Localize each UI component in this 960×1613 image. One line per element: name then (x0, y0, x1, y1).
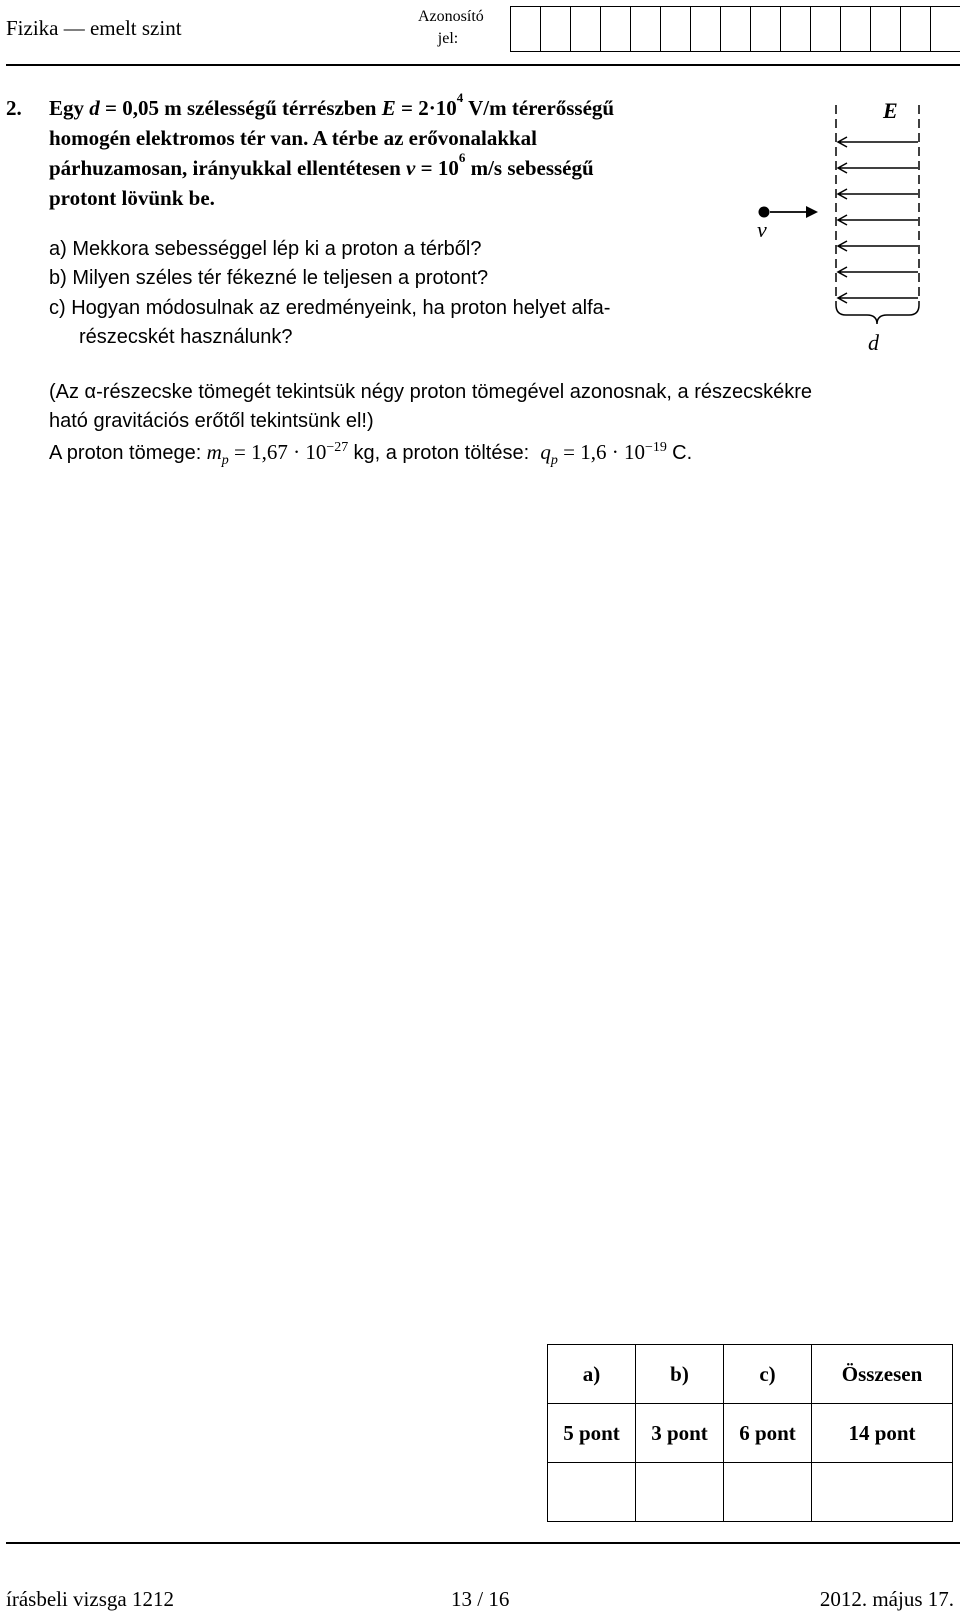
velocity-label: v (757, 217, 767, 242)
proton-dot (759, 207, 770, 218)
score-earned-cell[interactable] (636, 1463, 724, 1522)
constants-line: A proton tömege: $m_p = 1,67 \cdot 10^{-27}$ kg, a proton töltése: $q_p = 1,6 \cdot 10^{-19}$ C. (49, 440, 693, 469)
part-c-line1: c) Hogyan módosulnak az eredményeink, ha proton helyet alfa- (49, 297, 611, 319)
id-label: Azonosító jel: (418, 8, 484, 47)
score-header-row (548, 1345, 953, 1404)
id-cell[interactable] (901, 7, 931, 51)
score-header-cell: Összesen (812, 1345, 953, 1404)
header-rule (6, 64, 960, 66)
part-c-line2: részecskét használunk? (79, 326, 293, 348)
field-label: E (883, 98, 898, 123)
score-points-cell: 6 pont (724, 1404, 812, 1463)
subject-header: Fizika — emelt szint (6, 16, 182, 40)
mass-value: = 1,67 · 10 (234, 440, 327, 464)
score-points-cell: 14 pont (812, 1404, 953, 1463)
part-b: b) Milyen széles tér fékezné le teljesen a protont? (49, 267, 489, 289)
mass-unit: kg, a proton töltése: (353, 442, 530, 464)
score-header-cell: c) (724, 1345, 812, 1404)
charge-symbol: q (540, 440, 551, 464)
score-earned-cell[interactable] (724, 1463, 812, 1522)
id-cell[interactable] (691, 7, 721, 51)
width-brace (836, 305, 919, 324)
score-earned-row (548, 1463, 953, 1522)
part-a: a) Mekkora sebességgel lép ki a proton a térből? (49, 238, 482, 260)
id-cell[interactable] (721, 7, 751, 51)
score-earned-cell[interactable] (812, 1463, 953, 1522)
question-intro-line3: párhuzamosan, irányukkal ellentétesen $v = 10^6$ m/s sebességű (49, 150, 594, 180)
id-box (510, 6, 960, 52)
id-cell[interactable] (511, 7, 541, 51)
field-lines (838, 137, 918, 303)
score-header-cell: a) (548, 1345, 636, 1404)
id-cell[interactable] (661, 7, 691, 51)
score-points-row (548, 1404, 953, 1463)
id-cell[interactable] (751, 7, 781, 51)
width-label: d (868, 330, 879, 355)
footer-exam-code: írásbeli vizsga 1212 (6, 1587, 174, 1611)
question-number: 2. (6, 96, 22, 120)
id-cell[interactable] (541, 7, 571, 51)
score-header-cell: b) (636, 1345, 724, 1404)
note-line2: ható gravitációs erőtől tekintsünk el!) (49, 410, 374, 432)
id-cell[interactable] (841, 7, 871, 51)
electric-field-figure (740, 95, 960, 365)
score-points-cell: 3 pont (636, 1404, 724, 1463)
question-intro-line2: homogén elektromos tér van. A térbe az erővonalakkal (49, 126, 538, 150)
footer-date: 2012. május 17. (819, 1587, 954, 1611)
mass-label: A proton tömege: (49, 442, 202, 464)
id-cell[interactable] (931, 7, 960, 51)
footer-page-number: 13 / 16 (451, 1587, 510, 1611)
footer-rule (6, 1542, 960, 1544)
id-cell[interactable] (781, 7, 811, 51)
question-intro-line1: Egy d = 0,05 m szélességű térrészben $E = 2\cdot 10^4$ V/m térerősségű (49, 90, 615, 120)
score-points-cell: 5 pont (548, 1404, 636, 1463)
charge-value: = 1,6 · 10 (563, 440, 646, 464)
velocity-arrowhead (806, 206, 818, 218)
id-cell[interactable] (571, 7, 601, 51)
id-cell[interactable] (601, 7, 631, 51)
id-cell[interactable] (811, 7, 841, 51)
id-cell[interactable] (631, 7, 661, 51)
question-intro-line4: protont lövünk be. (49, 186, 215, 210)
score-earned-cell[interactable] (548, 1463, 636, 1522)
id-cell[interactable] (871, 7, 901, 51)
mass-symbol: m (206, 440, 222, 464)
score-table (547, 1344, 953, 1522)
note-line1: (Az α-részecske tömegét tekintsük négy proton tömegével azonosnak, a részecskékre (49, 381, 813, 403)
charge-unit: C. (672, 442, 693, 464)
